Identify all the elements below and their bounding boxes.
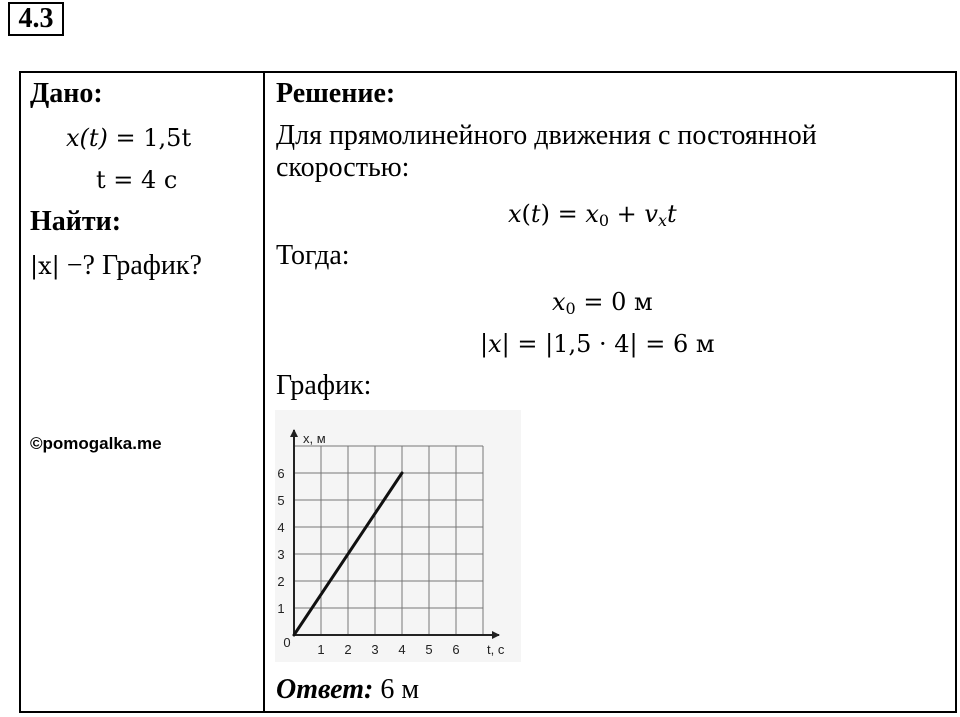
y-tick-label: 6 [277, 466, 285, 481]
task-number: 4.3 [8, 2, 64, 36]
find-abs-x: |x| [30, 252, 60, 280]
solution-heading: Решение: [276, 78, 396, 109]
answer-line [276, 674, 419, 706]
solution-line-2: скоростью: [276, 152, 410, 183]
y-axis-label: x, м [303, 431, 326, 446]
x-axis-label: t, c [487, 642, 505, 657]
x-tick-label: 4 [398, 642, 406, 657]
x-tick-label: 5 [425, 642, 433, 657]
given-eq1-rhs: = 1,5t [115, 124, 192, 152]
origin-label: 0 [283, 635, 291, 650]
then-label: Тогда: [276, 240, 350, 271]
y-tick-label: 1 [277, 601, 285, 616]
graph-label: График: [276, 370, 372, 401]
initial-position-equation: $x_0 = 0$ м [552, 288, 653, 318]
x-tick-label: 3 [371, 642, 379, 657]
displacement-equation: |x| = |1,5 · 4| = 6 м [480, 330, 715, 358]
given-eq1-lhs: x(t) [66, 124, 108, 152]
y-tick-label: 2 [277, 574, 285, 589]
given-equation-2 [96, 164, 177, 196]
position-time-chart [275, 410, 521, 662]
find-heading: Найти: [30, 206, 122, 237]
graph [275, 410, 521, 662]
watermark: ©pomogalka.me [30, 434, 162, 453]
y-tick-label: 3 [277, 547, 285, 562]
column-divider [263, 71, 265, 713]
given-eq2: t = 4 с [96, 166, 178, 194]
x-tick-label: 1 [317, 642, 325, 657]
y-tick-label: 5 [277, 493, 285, 508]
x-tick-label: 6 [452, 642, 460, 657]
given-equation-1 [66, 122, 191, 154]
given-heading: Дано: [30, 78, 103, 109]
find-line [30, 250, 202, 282]
general-equation: $x(t) = x_0 + v_xt$ [508, 200, 677, 230]
x-tick-label: 2 [344, 642, 352, 657]
y-tick-label: 4 [277, 520, 285, 535]
solution-line-1: Для прямолинейного движения с постоянной [276, 120, 817, 151]
answer-value: 6 м [373, 674, 420, 705]
find-rest: −? График? [59, 250, 202, 281]
answer-label: Ответ: [276, 674, 374, 705]
